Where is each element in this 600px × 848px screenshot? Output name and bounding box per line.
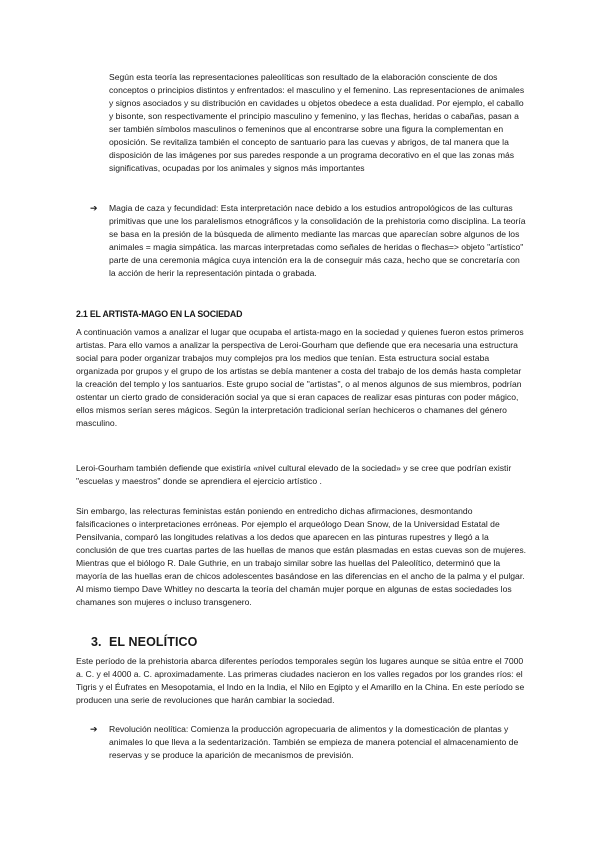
paragraph-artista-mago: A continuación vamos a analizar el lugar que ocupaba el artista-mago en la sociedad y quienes fueron estos primeros artistas. Para ello vamos a analizar la perspectiva de Leroi-Gourham que defiende que era necesaria una estructura social para poder organizar trabajos muy complejos pra los medios que tenían. Esta estructura social estaba organizada por grupos y el grupo de los artistas se debía mantener a costa del trabajo de los demás hasta completar la creación del templo y los santuarios. Este grupo social de "artistas", o al menos algunos de sus miembros, podrían ostentar un cierto grado de consideración social ya que si eran capaces de realizar esas pinturas con poder mágico, ellos mismos serían seres mágicos. Según la interpretación tradicional serían hechiceros o chamanes del género masculino.	[76, 327, 524, 429]
bullet-arrow-icon: ➔	[90, 724, 98, 734]
bullet-arrow-icon: ➔	[90, 203, 98, 213]
section-number: 3.	[91, 635, 102, 649]
bullet-magia-caza: Magia de caza y fecundidad: Esta interpretación nace debido a los estudios antropológicos de las culturas primitivas que une los paralelismos etnográficos y la consolidación de la prehistoria como disciplina. La teoría se basa en la presión de la búsqueda de alimento mediante las marcas que aparecían sobre algunos de los animales = magia simpática. las marcas interpretadas como señales de heridas o flechas=> objeto "artístico" parte de una ceremonia mágica cuya intención era la de conseguir más caza, hecho que se concretaría con la acción de herir la representación pintada o grabada.	[109, 203, 526, 279]
paragraph-theory: Según esta teoría las representaciones paleolíticas son resultado de la elaboración consciente de dos conceptos o principios distintos y enfrentados: el masculino y el femenino. Las representaciones de animales y signos asociados y su distribución en cavidades u objetos obedece a esta dualidad. Por ejemplo, el caballo y bisonte, son respectivamente el principio masculino y femenino, y las flechas, heridas o cabañas, pasan a ser también símbolos masculinos o femeninos que al encontrarse sobre una figura la complementan en oposición. Se revitaliza también el concepto de santuario para las cuevas y abrigos, de tal manera que la disposición de las imágenes por sus paredes responde a un programa decorativo en el que las zonas más significativas, ocupadas por los animales y signos más importantes	[109, 72, 525, 174]
paragraph-relecturas-feministas: Sin embargo, las relecturas feministas están poniendo en entredicho dichas afirmaciones, desmontando falsificaciones o interpretaciones erróneas. Por ejemplo el arqueólogo Dean Snow, de la Universidad Estatal de Pensilvania, comparó las longitudes relativas a los dedos que aparecen en las pinturas rupestres y llegó a la conclusión de que tres cuartas partes de las huellas de manos que están plasmadas en estas cuevas son de mujeres. Mientras que el biólogo R. Dale Guthrie, en un trabajo similar sobre las huellas del Paleolítico, determinó que la mayoría de las huellas eran de chicos adolescentes basándose en las diferencias en el ancho de la palma y el pulgar. Al mismo tiempo Dave Whitley no descarta la teoría del chamán mujer porque en algunas de estas sociedades los chamanes son mujeres o incluso transgenero.	[76, 506, 527, 608]
paragraph-neolitico: Este período de la prehistoria abarca diferentes períodos temporales según los lugares aunque se sitúa entre el 7000 a. C. y el 4000 a. C. aproximadamente. Las primeras ciudades nacieron en los valles regados por los grandes ríos: el Tigris y el Éufrates en Mesopotamia, el Indo en la India, el Nilo en Egipto y el Amarillo en la China. En este período se producen una serie de revoluciones que harán cambiar la sociedad.	[76, 656, 525, 706]
section-heading-3	[91, 635, 197, 649]
paragraph-leroi-gourham: Leroi-Gourham también defiende que existiría «nivel cultural elevado de la sociedad» y se cree que podrían existir "escuelas y maestros" donde se aprendiera el ejercicio artístico .	[76, 463, 512, 487]
bullet-revolucion-neolitica: Revolución neolítica: Comienza la producción agropecuaria de alimentos y la domesticación de plantas y animales lo que lleva a la sedentarización. También se empieza de manera potencial el almacenamiento de reservas y se produce la aparición de mecanismos de previsión.	[109, 724, 519, 761]
section-title: EL NEOLÍTICO	[109, 635, 198, 649]
section-heading-2-1: 2.1 EL ARTISTA-MAGO EN LA SOCIEDAD	[76, 309, 243, 319]
